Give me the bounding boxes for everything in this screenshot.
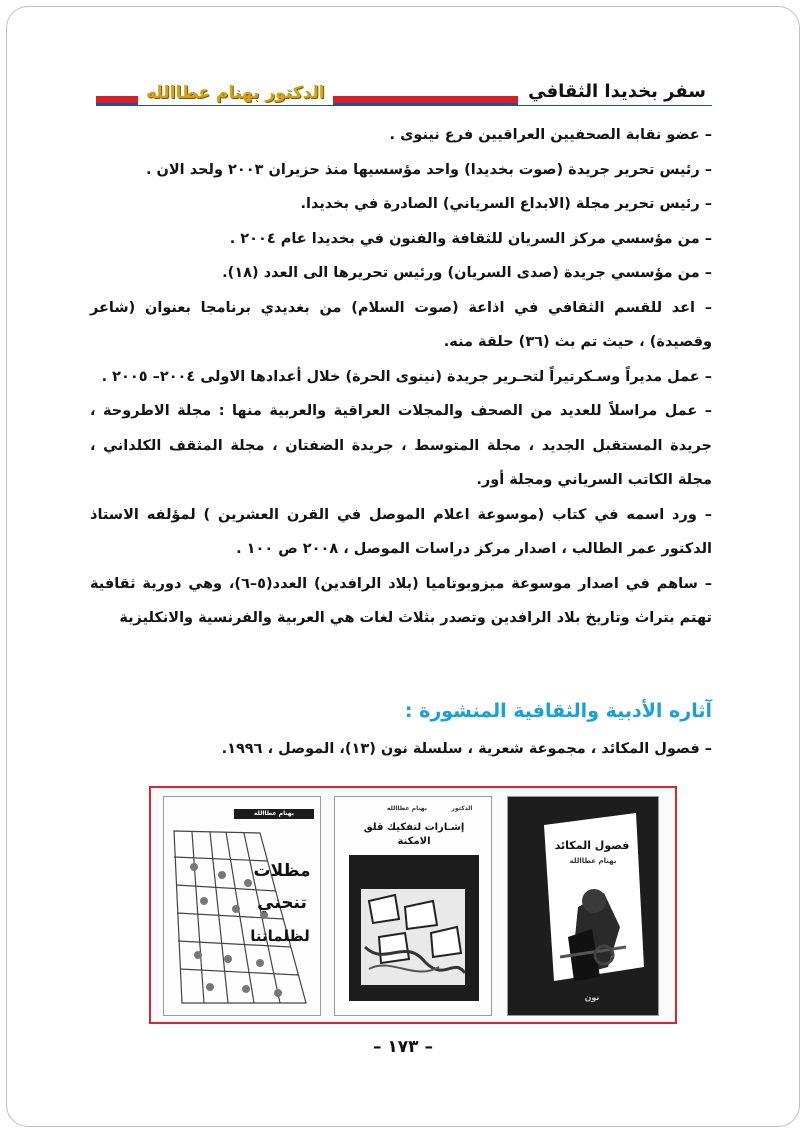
- book-covers-photo: [149, 786, 677, 1024]
- biography-text: [90, 118, 712, 636]
- header-author: الدكتور بهنام عطاالله: [138, 81, 333, 105]
- header-book-title: سفر بخديدا الثقافي: [518, 79, 712, 105]
- cover-title: إشـارات لتفكيك قلق الامكنة: [363, 822, 465, 847]
- book-cover-fusul-almakaid: [507, 796, 659, 1016]
- paragraph: – من مؤسسي جريدة (صدى السريان) ورئيس تحريرها الى العدد (١٨).: [222, 265, 712, 281]
- cover-title-line: مظلات: [253, 861, 311, 881]
- cover-top-label: الدكتور: [451, 805, 473, 812]
- paragraph: – ورد اسمه في كتاب (موسوعة اعلام الموصل في القرن العشرين ) لمؤلفه الاستاذ الدكتور عمر الطالب ، اصدار مركز دراسات الموصل ، ٢٠٠٨ ص ١٠٠ .: [90, 506, 712, 557]
- section-heading: آثاره الأدبية والثقافية المنشورة :: [404, 700, 712, 722]
- paragraph: – عمل مديراً وسـكرتيراً لتحـرير جريدة (نينوى الحرة) خلال أعدادها الاولى ٢٠٠٤– ٢٠٠٥ .: [101, 368, 712, 385]
- cover-title-line: تنحني: [257, 893, 307, 913]
- cover-title: فصول المكائد: [554, 839, 630, 852]
- cover-author: بهنام عطاالله: [387, 805, 427, 812]
- paragraph: – ساهم في اصدار موسوعة ميزوبوتاميا (بلاد الرافدين) العدد(٥–٦)، وهي دورية ثقافية تهتم بتراث وتاريخ بلاد الرافدين وتصدر بثلاث لغات هي العربية والفرنسية والانكليزية: [90, 575, 712, 626]
- page-number: – ١٧٣ –: [373, 1037, 433, 1057]
- works-list: [150, 734, 712, 764]
- book-cover-mathallat: [163, 796, 321, 1016]
- works-item: – فصول المكائد ، مجموعة شعرية ، سلسلة نون (١٣)، الموصل ، ١٩٩٦.: [221, 741, 712, 757]
- paragraph: – عمل مراسلاً للعديد من الصحف والمجلات العراقية والعربية منها : مجلة الاطروحة ، جريدة المستقبل الجديد ، مجلة المتوسط ، جريدة الضفتان ، مجلة المثقف الكلداني ، مجلة الكاتب السرياني ومجلة أور.: [90, 403, 712, 488]
- cover-publisher: نون: [584, 993, 600, 1002]
- cover-title-line: لظلماتنا: [250, 927, 310, 945]
- book-cover-isharat: [334, 796, 492, 1016]
- cover-author: بهنام عطاالله: [254, 810, 294, 817]
- cover-author: بهنام عطاالله: [569, 857, 617, 865]
- paragraph: – رئيس تحرير جريدة (صوت بخديدا) واحد مؤسسيها منذ حزيران ٢٠٠٣ ولحد الان .: [145, 161, 712, 178]
- paragraph: – عضو نقابة الصحفيين العراقيين فرع نينوى .: [389, 127, 712, 143]
- paragraph: – من مؤسسي مركز السريان للثقافة والفنون في بخديدا عام ٢٠٠٤ .: [229, 230, 712, 247]
- paragraph: – رئيس تحرير مجلة (الابداع السرياني) الصادرة في بخديدا.: [300, 196, 712, 212]
- cover-illustration: [508, 797, 659, 1016]
- page-header: [96, 79, 712, 109]
- paragraph: – اعد للقسم الثقافي في اذاعة (صوت السلام) من بغديدي برنامجا بعنوان (شاعر وقصيدة) ، حيث تم بث (٣٦) حلقة منه.: [90, 299, 712, 350]
